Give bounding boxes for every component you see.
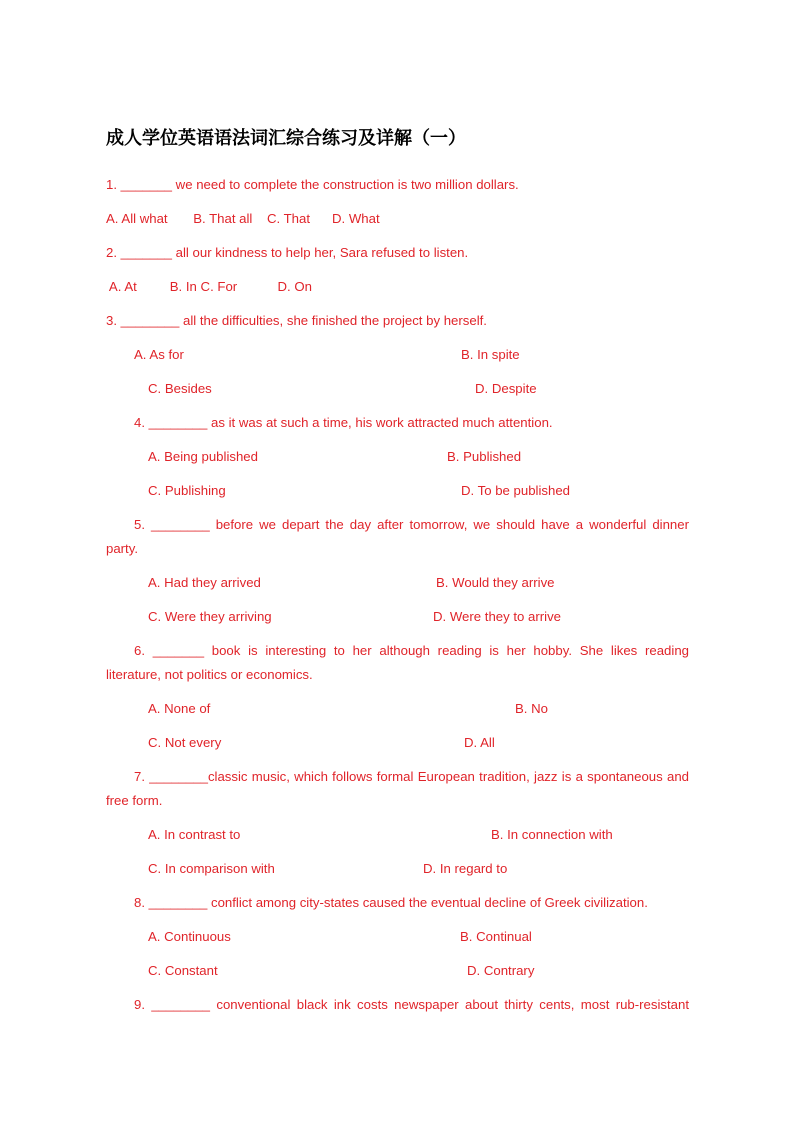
question-7-option-b: B. In connection with <box>491 827 613 842</box>
question-4-option-d: D. To be published <box>461 483 570 498</box>
question-5-stem: 5. ________ before we depart the day after tomorrow, we should have a wonderful dinner party. <box>106 517 689 556</box>
question-8-option-d: D. Contrary <box>467 963 535 978</box>
question-1-options: A. All what B. That all C. That D. What <box>106 211 380 226</box>
question-8-option-c: C. Constant <box>148 963 218 978</box>
question-3-option-b: B. In spite <box>461 347 520 362</box>
question-3-option-d: D. Despite <box>475 381 537 396</box>
question-2-options: A. At B. In C. For D. On <box>106 279 312 294</box>
question-8-stem: 8. ________ conflict among city-states caused the eventual decline of Greek civilization. <box>134 895 648 910</box>
question-7-option-c: C. In comparison with <box>148 861 275 876</box>
question-6-stem: 6. _______ book is interesting to her although reading is her hobby. She likes reading literature, not politics or economics. <box>106 643 689 682</box>
question-5-option-c: C. Were they arriving <box>148 609 272 624</box>
question-6-option-d: D. All <box>464 735 495 750</box>
question-5-option-b: B. Would they arrive <box>436 575 555 590</box>
question-7-option-a: A. In contrast to <box>148 827 241 842</box>
question-2-stem: 2. _______ all our kindness to help her, Sara refused to listen. <box>106 245 469 260</box>
question-5-option-a: A. Had they arrived <box>148 575 261 590</box>
question-8-option-b: B. Continual <box>460 929 532 944</box>
question-5-option-d: D. Were they to arrive <box>433 609 562 624</box>
question-6-option-b: B. No <box>515 701 548 716</box>
question-9-stem: 9. ________ conventional black ink costs newspaper about thirty cents, most rub-resistant <box>134 997 689 1012</box>
question-4-option-a: A. Being published <box>148 449 258 464</box>
question-8-option-a: A. Continuous <box>148 929 231 944</box>
question-4-option-b: B. Published <box>447 449 522 464</box>
question-3-option-c: C. Besides <box>148 381 212 396</box>
question-7-option-d: D. In regard to <box>423 861 508 876</box>
question-7-stem: 7. ________classic music, which follows formal European tradition, jazz is a spontaneous and free form. <box>106 769 689 808</box>
question-4-stem: 4. ________ as it was at such a time, his work attracted much attention. <box>134 415 553 430</box>
question-6-option-c: C. Not every <box>148 735 222 750</box>
document-title: 成人学位英语语法词汇综合练习及详解（一） <box>106 128 466 149</box>
question-6-option-a: A. None of <box>148 701 211 716</box>
question-3-option-a: A. As for <box>134 347 184 362</box>
question-3-stem: 3. ________ all the difficulties, she finished the project by herself. <box>106 313 487 328</box>
question-1-stem: 1. _______ we need to complete the construction is two million dollars. <box>106 177 519 192</box>
question-4-option-c: C. Publishing <box>148 483 226 498</box>
